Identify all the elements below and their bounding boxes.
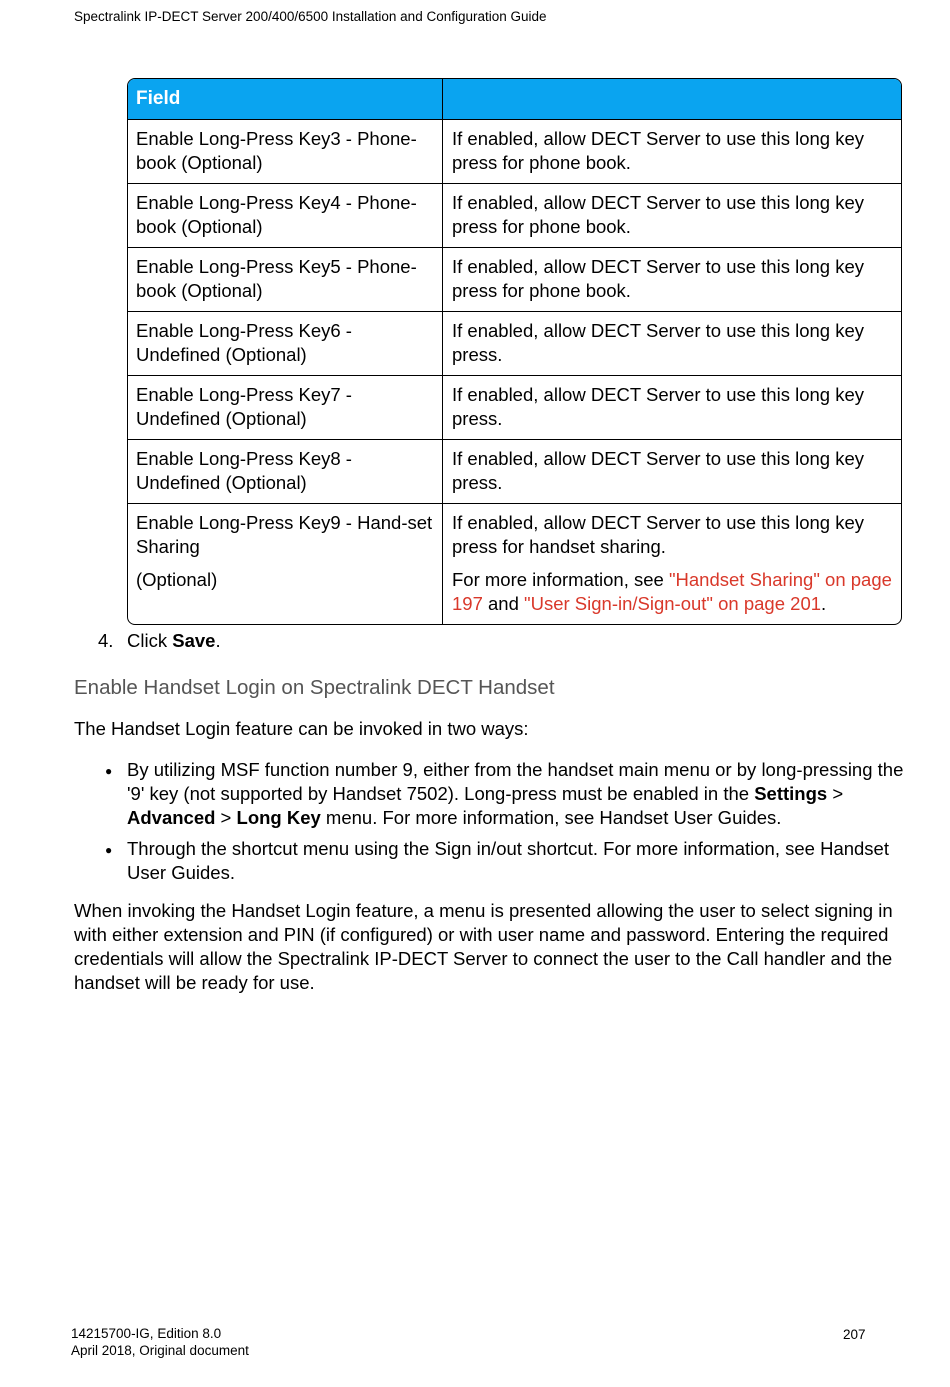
handset-sharing-link[interactable]: "Handset Sharing" on page 197 <box>452 569 892 614</box>
description-cell: If enabled, allow DECT Server to use this long key press for phone book. <box>452 256 865 301</box>
description-cell <box>443 504 901 624</box>
field-cell: Enable Long-Press Key5 - Phone-book (Optional) <box>128 248 443 311</box>
table-row <box>128 119 901 183</box>
long-key-label: Long Key <box>236 807 321 828</box>
table-row <box>128 311 901 375</box>
table-row <box>128 247 901 311</box>
more-info-prefix: For more information, see <box>452 569 669 590</box>
settings-label: Settings <box>754 783 828 804</box>
advanced-label: Advanced <box>127 807 216 828</box>
field-cell: Enable Long-Press Key8 - Undefined (Optional) <box>128 440 443 503</box>
bullet-dot-icon: ● <box>105 843 113 857</box>
user-sign-in-link[interactable]: "User Sign-in/Sign-out" on page 201 <box>524 593 822 614</box>
bullet-text: Through the shortcut menu using the Sign in/out shortcut. For more information, see Handset User Guides. <box>127 838 889 883</box>
body-paragraph: When invoking the Handset Login feature, a menu is presented allowing the user to select signing in with either extension and PIN (if configured) or with user name and password. Entering the required credentials will allow the Spectralink IP-DECT Server to connect the user to the Call handler and the handset will be ready for use. <box>74 900 893 993</box>
list-item <box>74 758 904 830</box>
table-row <box>128 183 901 247</box>
step-save-label: Save <box>172 630 216 651</box>
description-line: If enabled, allow DECT Server to use this long key press for handset sharing. <box>452 512 865 557</box>
table-header-field: Field <box>128 79 443 119</box>
footer-doc-id: 14215700-IG, Edition 8.0 <box>71 1326 222 1341</box>
description-cell: If enabled, allow DECT Server to use this long key press. <box>452 320 865 365</box>
field-cell: Enable Long-Press Key4 - Phone-book (Optional) <box>128 184 443 247</box>
field-cell: Enable Long-Press Key3 - Phone-book (Optional) <box>128 120 443 183</box>
description-cell: If enabled, allow DECT Server to use this long key press. <box>452 384 865 429</box>
description-cell: If enabled, allow DECT Server to use this long key press for phone book. <box>452 128 865 173</box>
footer-doc-info <box>71 1325 249 1359</box>
menu-separator: > <box>827 783 844 804</box>
step-suffix: . <box>215 630 221 651</box>
intro-text: The Handset Login feature can be invoked in two ways: <box>74 718 529 739</box>
list-item <box>74 837 904 885</box>
table-header-description <box>443 79 901 119</box>
field-cell-line: (Optional) <box>136 569 218 590</box>
description-cell: If enabled, allow DECT Server to use this long key press. <box>452 448 865 493</box>
bullet-list <box>74 758 904 892</box>
description-cell: If enabled, allow DECT Server to use this long key press for phone book. <box>452 192 865 237</box>
table-header-row <box>128 79 901 119</box>
menu-separator: > <box>215 807 237 828</box>
bullet-text-part: By utilizing MSF function number 9, either from the handset main menu or by long-pressing the '9' key (not supported by Handset 7502). Long-press must be enabled in the <box>127 759 904 804</box>
description-more-info <box>452 568 893 616</box>
step-4 <box>98 630 221 652</box>
bullet-text-part: menu. For more information, see Handset User Guides. <box>320 807 782 828</box>
table-row <box>128 375 901 439</box>
bullet-text <box>127 758 904 830</box>
page-number: 207 <box>843 1327 866 1342</box>
table-row-key9 <box>128 503 901 624</box>
field-table <box>127 78 902 625</box>
field-cell <box>128 504 443 624</box>
footer-date: April 2018, Original document <box>71 1343 249 1358</box>
section-heading: Enable Handset Login on Spectralink DECT Handset <box>74 676 555 699</box>
table-row <box>128 439 901 503</box>
bullet-dot-icon: ● <box>105 764 113 778</box>
more-info-suffix: . <box>821 593 827 614</box>
more-info-mid: and <box>482 593 525 614</box>
running-header: Spectralink IP-DECT Server 200/400/6500 Installation and Configuration Guide <box>74 9 547 24</box>
step-text: Click <box>127 630 173 651</box>
field-cell: Enable Long-Press Key7 - Undefined (Optional) <box>128 376 443 439</box>
field-cell-line: Enable Long-Press Key9 - Hand-set Sharing <box>136 512 433 557</box>
field-cell: Enable Long-Press Key6 - Undefined (Optional) <box>128 312 443 375</box>
step-number: 4. <box>98 630 114 651</box>
